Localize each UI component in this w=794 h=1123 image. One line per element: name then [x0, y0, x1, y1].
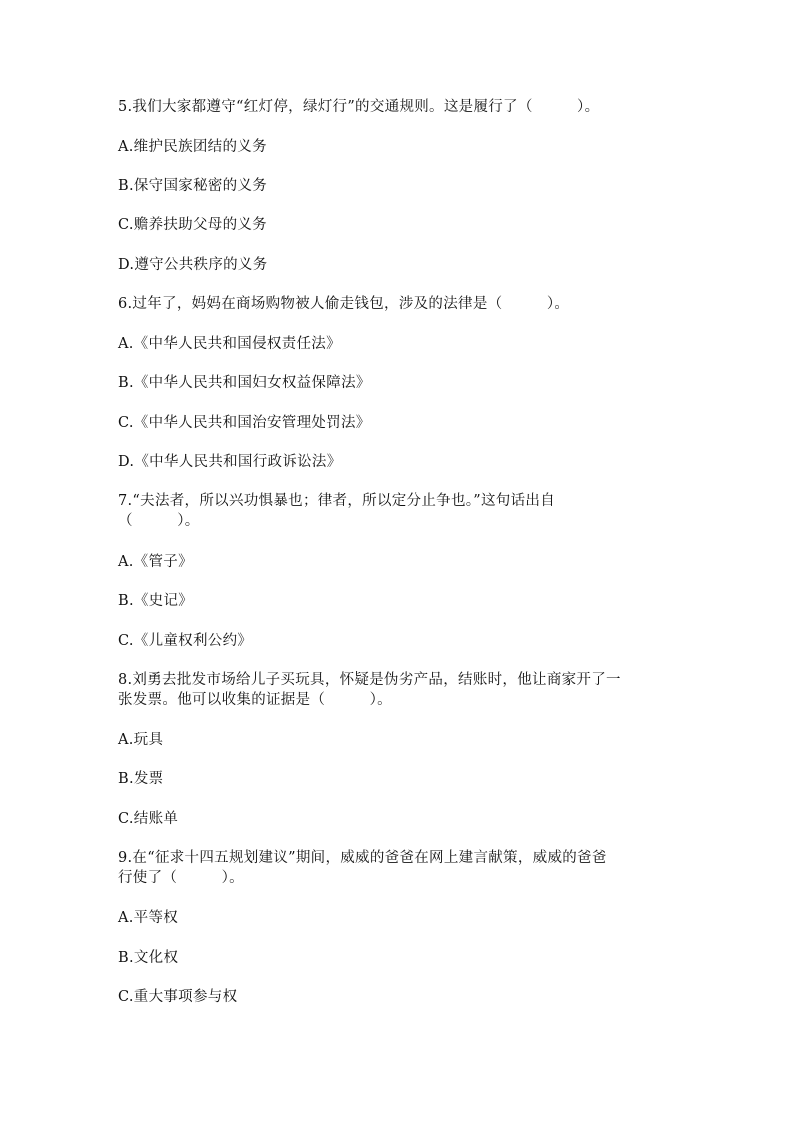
question-8-option-b: B.发票: [118, 771, 164, 787]
question-7-option-b: B.《史记》: [118, 593, 194, 609]
question-9-stem-line-1: 9.在“征求十四五规划建议”期间，威威的爸爸在网上建言献策，威威的爸爸: [118, 850, 607, 866]
question-5-option-c: C.赡养扶助父母的义务: [118, 217, 267, 233]
question-8-option-c: C.结账单: [118, 811, 179, 827]
question-6-option-b: B.《中华人民共和国妇女权益保障法》: [118, 375, 371, 391]
question-6-option-c: C.《中华人民共和国治安管理处罚法》: [118, 415, 371, 431]
question-6-option-a: A.《中华人民共和国侵权责任法》: [118, 336, 341, 352]
question-9-stem-line-2: 行使了（ ）。: [118, 870, 244, 886]
question-9-option-a: A.平等权: [118, 910, 179, 926]
question-9-option-c: C.重大事项参与权: [118, 989, 238, 1005]
question-6-option-d: D.《中华人民共和国行政诉讼法》: [118, 454, 342, 470]
question-7-option-a: A.《管子》: [118, 554, 193, 570]
question-9-option-b: B.文化权: [118, 950, 179, 966]
question-8-stem-line-1: 8.刘勇去批发市场给儿子买玩具，怀疑是伪劣产品，结账时，他让商家开了一: [118, 672, 621, 688]
question-8-option-a: A.玩具: [118, 732, 164, 748]
question-5-option-a: A.维护民族团结的义务: [118, 139, 267, 155]
question-5-option-b: B.保守国家秘密的义务: [118, 178, 268, 194]
question-7-option-c: C.《儿童权利公约》: [118, 633, 253, 649]
question-5-option-d: D.遵守公共秩序的义务: [118, 257, 268, 273]
question-8-stem-line-2: 张发票。他可以收集的证据是（ ）。: [118, 692, 392, 708]
question-6-stem: 6.过年了，妈妈在商场购物被人偷走钱包，涉及的法律是（ ）。: [118, 296, 570, 312]
question-7-stem-line-2: （ ）。: [118, 513, 200, 529]
question-7-stem-line-1: 7.“夫法者，所以兴功惧暴也；律者，所以定分止争也。”这句话出自: [118, 493, 556, 509]
question-5-stem: 5.我们大家都遵守“红灯停，绿灯行”的交通规则。这是履行了（ ）。: [118, 99, 600, 115]
